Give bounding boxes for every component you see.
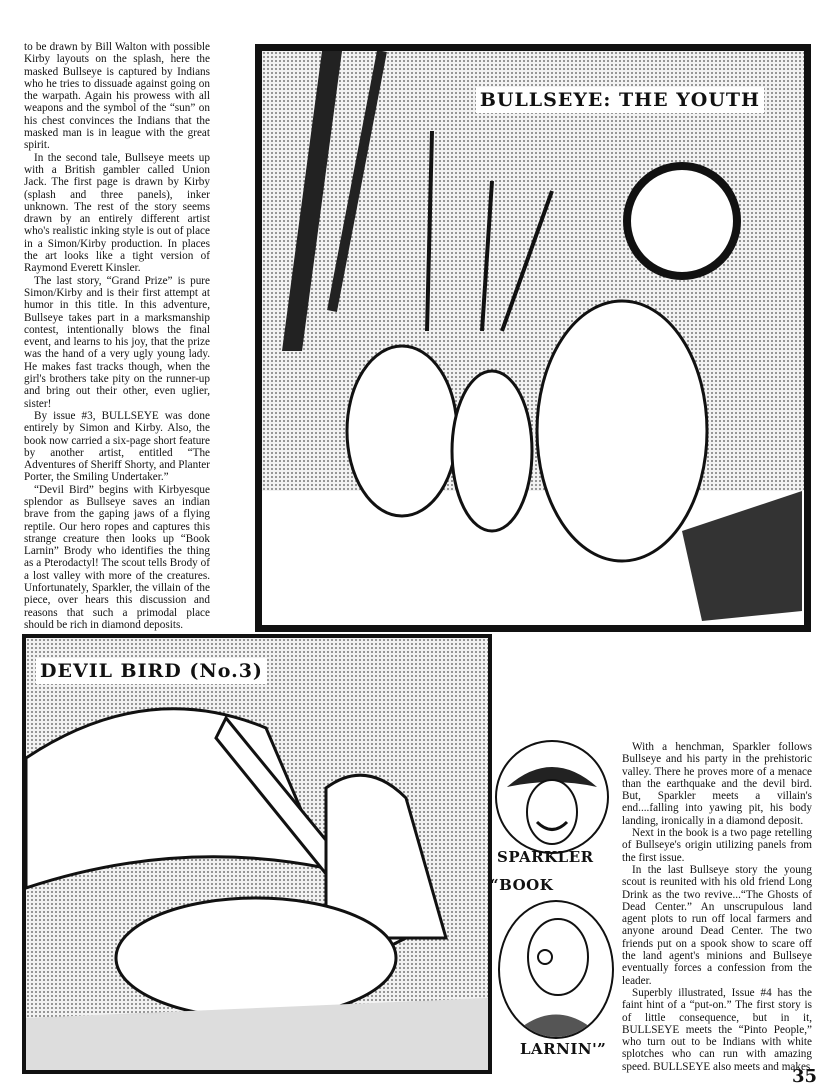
- paragraph: By issue #3, BULLSEYE was done entirely by Simon and Kirby. Also, the book now carried a six-page short feature by another artist, entitled “The Adventures of Sheriff Shorty, and Planter Porter, the Smiling Undertaker.”: [24, 409, 210, 484]
- paragraph: to be drawn by Bill Walton with possible Kirby layouts on the splash, here the masked Bullseye is captured by Indians who he tries to dissuade against going on the warpath. Again his prowess with all weapons and the symbol of the “sun” on his chest convinces the Indians that the masked man is in league with the great spirit.: [24, 41, 210, 152]
- paragraph: Superbly illustrated, Issue #4 has the faint hint of a “put-on.” The first story is of little consequence, but in it, BULLSEYE meets the “Pinto People,” who turn out to be Indians with white splotches who can run with amazing speed. BULLSEYE also meets and makes: [622, 986, 812, 1073]
- larnin-label: LARNIN'”: [520, 1040, 607, 1058]
- sparkler-portrait: [495, 740, 609, 854]
- left-text-column: [24, 41, 210, 631]
- comic-art-illustration: [262, 51, 804, 625]
- comic-art-illustration: [26, 638, 488, 1070]
- comic-panel-devil-bird: [22, 634, 492, 1074]
- comic-panel-bullseye-youth: [255, 44, 811, 632]
- paragraph: Next in the book is a two page retelling of Bullseye's origin utilizing panels from the first issue.: [622, 827, 812, 864]
- right-text-column: [622, 741, 812, 1073]
- book-label: “BOOK: [490, 876, 554, 894]
- panel-title: DEVIL BIRD (No.3): [36, 658, 267, 684]
- sparkler-label: SPARKLER: [497, 848, 594, 866]
- paragraph: “Devil Bird” begins with Kirbyesque splendor as Bullseye saves an indian brave from the gaping jaws of a flying reptile. Our hero ropes and captures this strange creature then looks up “Book Larnin” Brody who identifies the thing as a Pterodactyl! The scout tells Brody of a lost valley with more of the creatures. Unfortunately, Sparkler, the villain of the piece, over hears this discussion and reasons that such a primodal place should be rich in diamond deposits.: [24, 483, 210, 631]
- panel-title: BULLSEYE: THE YOUTH: [476, 87, 764, 113]
- paragraph: The last story, “Grand Prize” is pure Simon/Kirby and is their first attempt at humor in this title. In this adventure, Bullseye takes part in a marksmanship contest, intentionally blows the final event, and learns to his joy, that the prize was the hand of a very ugly young lady. He makes fast tracks though, when the girl's brothers take pity on the runner-up and bring out their other, even uglier, sister!: [24, 274, 210, 410]
- paragraph: In the last Bullseye story the young scout is reunited with his old friend Long Drink as the two revive...“The Ghosts of Dead Center.” An unscrupulous land agent plots to run off local farmers and anyone around Dead Center. The two friends put on a spook show to scare off the land agent's minions and Bullseye eventually forces a confession from the leader.: [622, 863, 812, 987]
- book-larnin-portrait: [498, 900, 614, 1039]
- paragraph: With a henchman, Sparkler follows Bullseye and his party in the prehistoric valley. There he proves more of a menace than the earthquake and the devil bird. But, Sparkler meets a villain's end....falling into yawing pit, his body landing, ironically in a diamond deposit.: [622, 741, 812, 827]
- paragraph: In the second tale, Bullseye meets up with a British gambler called Union Jack. The first page is drawn by Kirby (splash and three panels), inker unknown. The rest of the story seems drawn by an entirely different artist who's realistic inking style is out of place in a Simon/Kirby production. In places the art looks like a tight version of Raymond Everett Kinsler.: [24, 151, 210, 275]
- page-number: 35: [792, 1066, 818, 1087]
